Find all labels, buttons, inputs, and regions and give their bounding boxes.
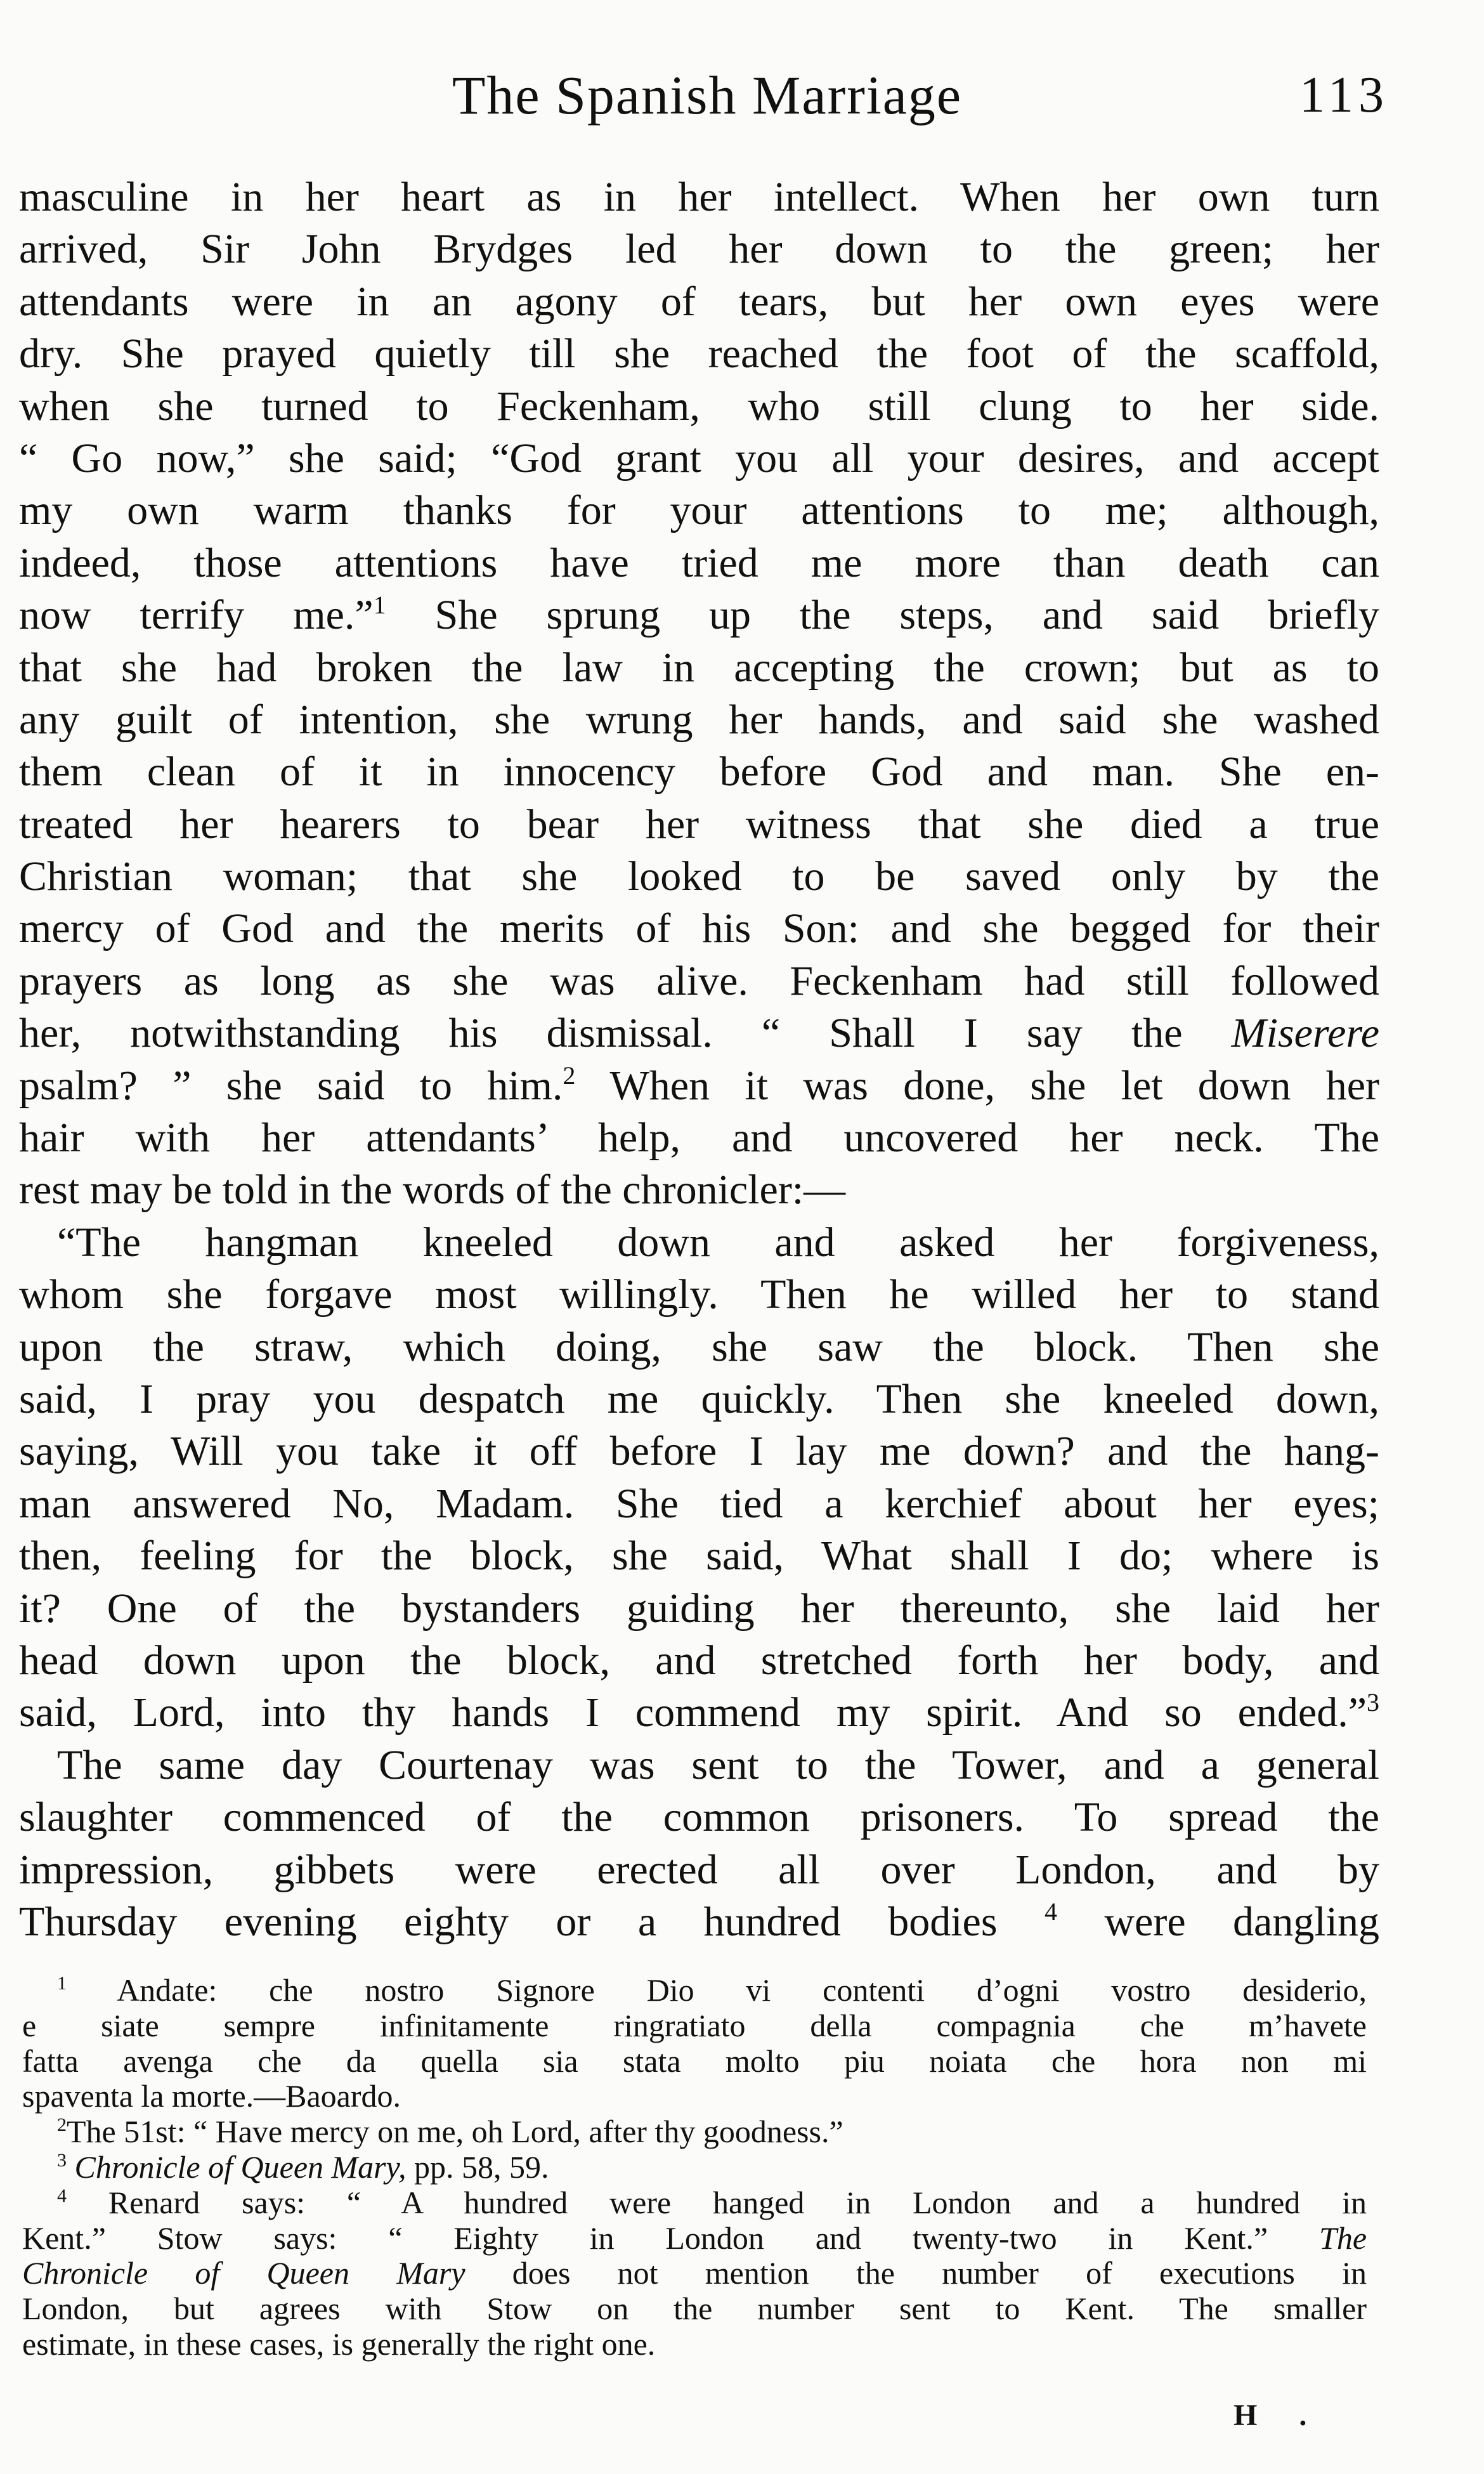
text-line: my own warm thanks for your attentions to me; although,	[19, 487, 1379, 534]
footnote-line: estimate, in these cases, is generally the right one.	[22, 2326, 656, 2362]
text-line	[19, 1687, 1379, 1739]
signature-letter: H	[1233, 2399, 1261, 2432]
footnote-line	[22, 2114, 1367, 2150]
signature-dot: .	[1299, 2399, 1311, 2432]
footnote-text: does not mention the number of executions in	[512, 2255, 1367, 2291]
footnote-line: e siate sempre infinitamente ringratiato della compagnia che m’havete	[22, 2007, 1367, 2043]
footnote-line	[22, 2221, 1367, 2256]
text-line: head down upon the block, and stretched forth her body, and	[19, 1637, 1379, 1684]
text-line: hair with her attendants’ help, and uncovered her neck. The	[19, 1115, 1379, 1162]
text-line: “ Go now,” she said; “God grant you all your desires, and accept	[19, 435, 1379, 481]
italic-word: Miserere	[1231, 1010, 1379, 1057]
text-segment: psalm? ” she said to him.	[19, 1062, 563, 1109]
text-line	[19, 1896, 1379, 1948]
footnote-line	[22, 2185, 1367, 2221]
text-line: treated her hearers to bear her witness that she died a true	[19, 801, 1379, 848]
text-line: then, feeling for the block, she said, What shall I do; where is	[19, 1533, 1379, 1580]
footnote-mark: 3	[57, 2149, 67, 2171]
footnote-line	[22, 1973, 1367, 2008]
text-segment: said, Lord, into thy hands I commend my spirit. And so ended.”	[19, 1689, 1367, 1736]
body-text	[19, 171, 1379, 1948]
footnote-ref: 1	[373, 591, 386, 620]
footnote-text: Kent.” Stow says: “ Eighty in London and twenty-two in Kent.”	[22, 2220, 1268, 2256]
text-segment: now terrify me.”	[19, 592, 374, 639]
text-segment: When it was done, she let down her	[609, 1062, 1380, 1109]
text-line: arrived, Sir John Brydges led her down to the green; her	[19, 226, 1379, 273]
footnotes	[22, 1973, 1367, 2362]
footnote-line: London, but agrees with Stow on the number sent to Kent. The smaller	[22, 2291, 1367, 2327]
footnote-ref: 4	[1044, 1897, 1057, 1926]
text-line: slaughter commenced of the common prisoners. To spread the	[19, 1794, 1379, 1841]
footnote-mark: 4	[57, 2185, 67, 2206]
text-line: The same day Courtenay was sent to the Tower, and a general	[57, 1741, 1379, 1788]
text-segment: her, notwithstanding his dismissal. “ Shall I say the	[19, 1010, 1183, 1057]
footnote-ref: 2	[563, 1061, 576, 1090]
text-segment: Thursday evening eighty or a hundred bodies	[19, 1898, 998, 1945]
text-line: upon the straw, which doing, she saw the block. Then she	[19, 1323, 1379, 1370]
text-line: them clean of it in innocency before God and man. She en-	[19, 749, 1379, 795]
text-line: masculine in her heart as in her intellect. When her own turn	[19, 174, 1379, 220]
page-title: The Spanish Marriage	[452, 65, 963, 126]
footnote-mark: 2	[57, 2114, 67, 2136]
footnote-line	[22, 2150, 1367, 2185]
text-line: when she turned to Feckenham, who still clung to her side.	[19, 383, 1379, 429]
text-line: mercy of God and the merits of his Son: and she begged for their	[19, 905, 1379, 952]
footnote-text: pp. 58, 59.	[414, 2149, 549, 2185]
text-line: dry. She prayed quietly till she reached the foot of the scaffold,	[19, 331, 1379, 377]
text-line	[19, 589, 1379, 641]
text-line: impression, gibbets were erected all over London, and by	[19, 1846, 1379, 1893]
text-line: any guilt of intention, she wrung her hands, and said she washed	[19, 696, 1379, 743]
text-line: “The hangman kneeled down and asked her forgiveness,	[57, 1219, 1379, 1266]
text-line	[19, 1007, 1379, 1059]
text-line: indeed, those attentions have tried me more than death can	[19, 539, 1379, 586]
text-line: said, I pray you despatch me quickly. Then she kneeled down,	[19, 1375, 1379, 1422]
footnote-line: fatta avenga che da quella sia stata molto piu noiata che hora non mi	[22, 2043, 1367, 2079]
text-line: attendants were in an agony of tears, but her own eyes were	[19, 278, 1379, 325]
footnote-line	[22, 2256, 1367, 2291]
text-segment: She sprung up the steps, and said briefly	[434, 592, 1380, 639]
text-line: whom she forgave most willingly. Then he willed her to stand	[19, 1271, 1379, 1318]
text-line: Christian woman; that she looked to be saved only by the	[19, 853, 1379, 900]
footnote-text: The 51st: “ Have mercy on me, oh Lord, after thy goodness.”	[67, 2114, 843, 2150]
signature-mark	[1233, 2398, 1310, 2433]
page-number: 113	[1299, 67, 1389, 123]
text-line: man answered No, Madam. She tied a kerchief about her eyes;	[19, 1480, 1379, 1527]
text-line	[19, 1060, 1379, 1112]
footnote-line: spaventa la morte.—Baoardo.	[22, 2078, 401, 2114]
footnote-ref: 3	[1367, 1688, 1379, 1717]
text-line: it? One of the bystanders guiding her thereunto, she laid her	[19, 1585, 1379, 1632]
footnote-italic: Chronicle of Queen Mary	[22, 2255, 465, 2291]
text-line: rest may be told in the words of the chronicler:—	[19, 1167, 846, 1214]
footnote-text: Renard says: “ A hundred were hanged in London and a hundred in	[108, 2184, 1367, 2220]
footnote-mark: 1	[57, 1973, 67, 1994]
running-header	[25, 60, 1389, 130]
text-line: saying, Will you take it off before I lay me down? and the hang-	[19, 1428, 1379, 1475]
text-line: that she had broken the law in accepting the crown; but as to	[19, 644, 1379, 691]
footnote-italic: The	[1319, 2220, 1367, 2256]
text-line: prayers as long as she was alive. Feckenham had still followed	[19, 957, 1379, 1004]
text-segment: were dangling	[1104, 1898, 1380, 1945]
footnote-text: Andate: che nostro Signore Dio vi contenti d’ogni vostro desiderio,	[117, 1972, 1367, 2008]
footnote-italic: Chronicle of Queen Mary,	[74, 2149, 407, 2185]
